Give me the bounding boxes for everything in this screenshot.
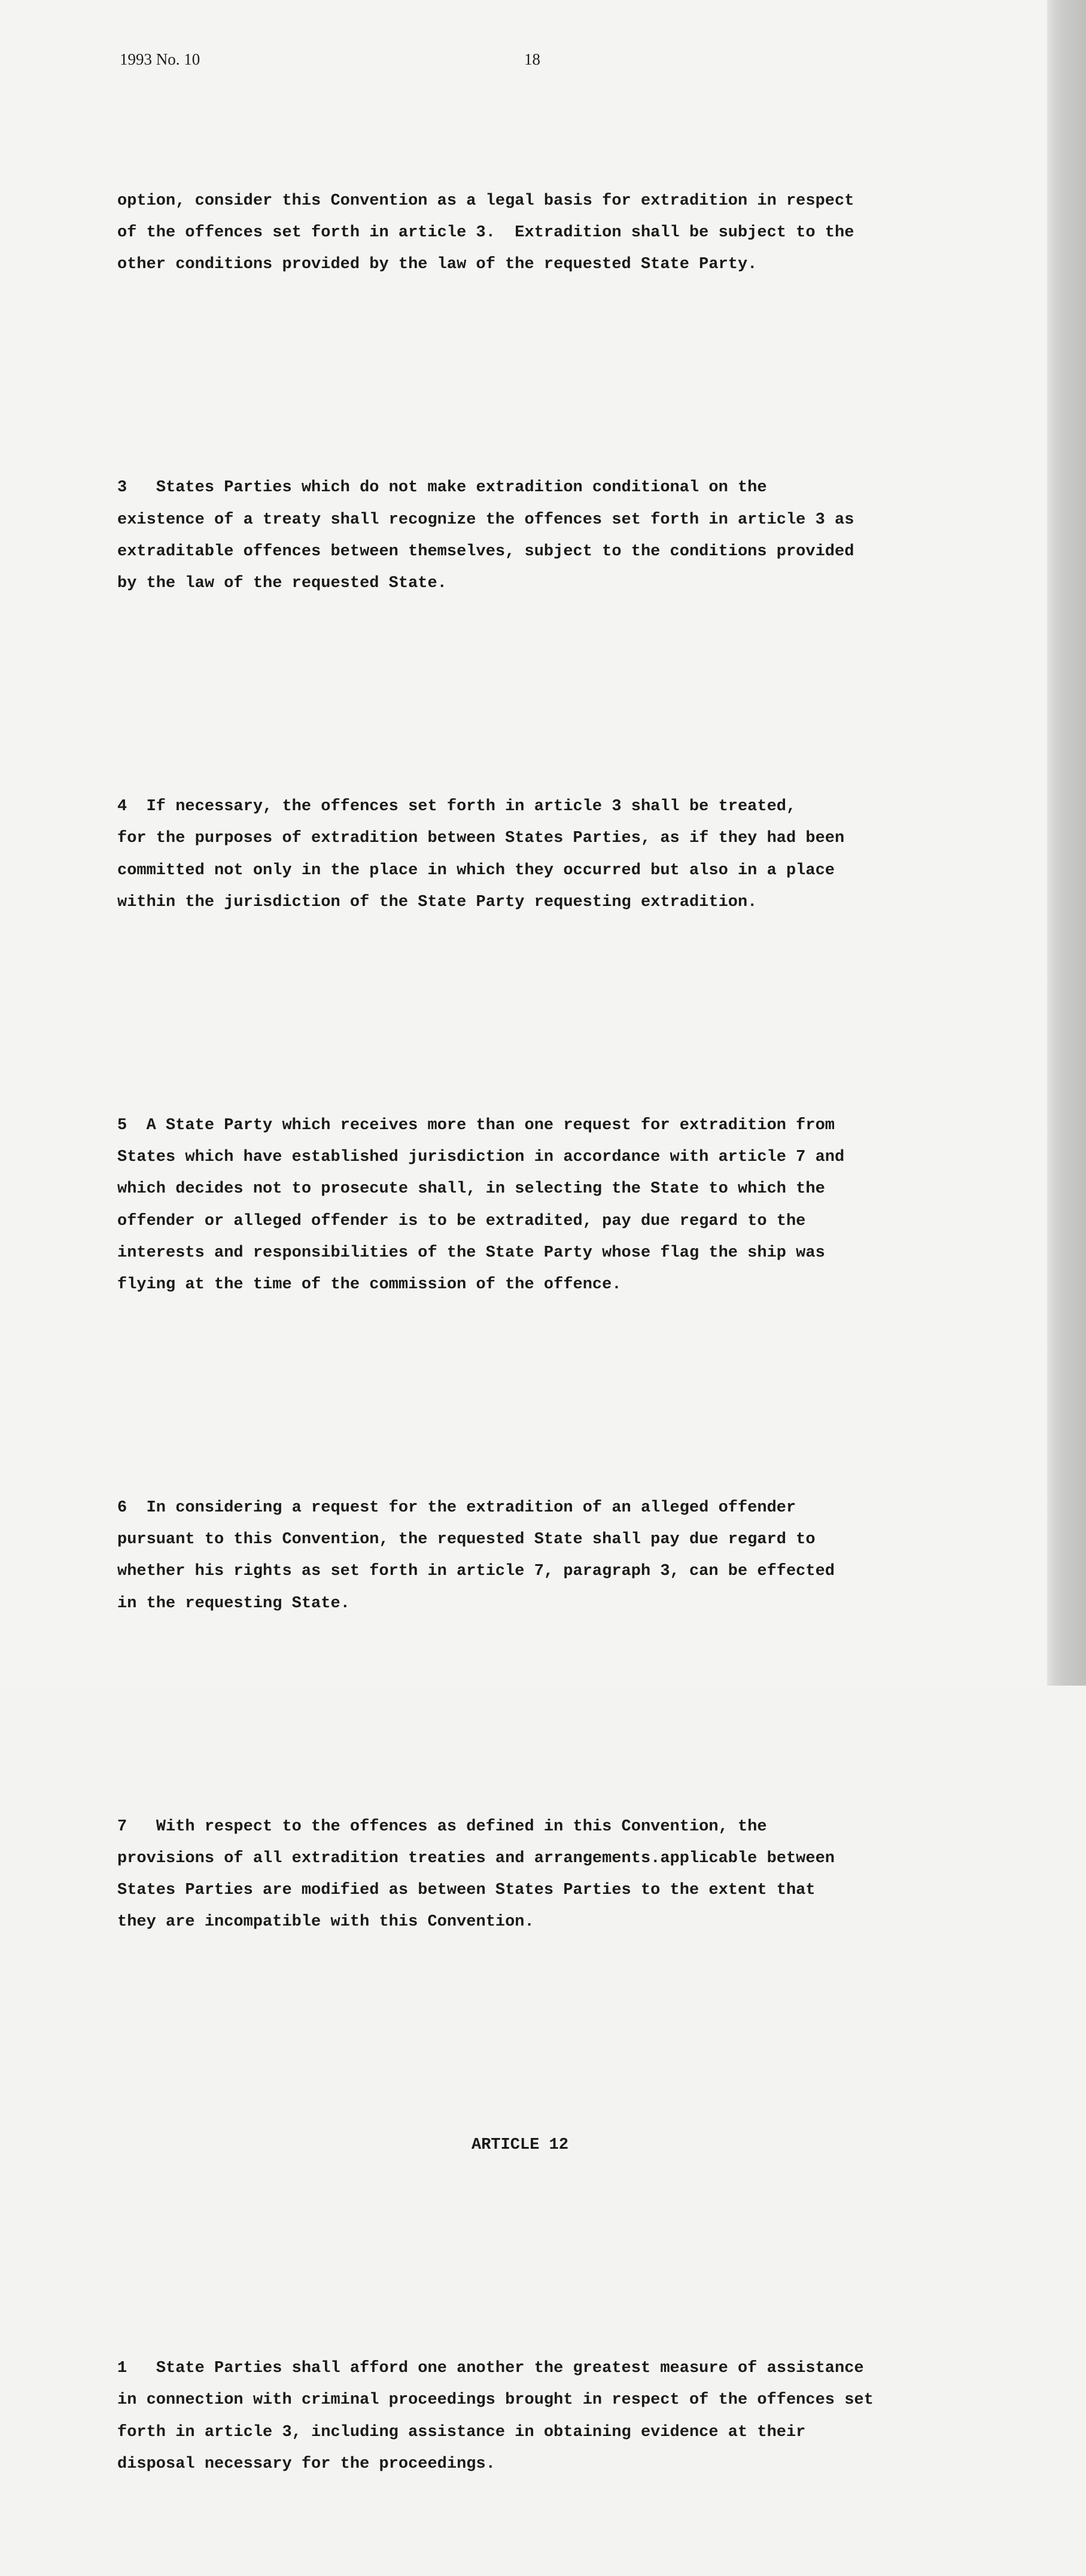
paragraph-line: of the offences set forth in article 3. Extradition shall be subject to the <box>117 224 854 242</box>
paragraph-line: With respect to the offences as defined in this Convention, the <box>156 1817 767 1836</box>
article-heading: ARTICLE 12 <box>471 2136 569 2155</box>
page-edge-shadow <box>1047 0 1086 1686</box>
paragraph-line: extraditable offences between themselves, subject to the conditions provided <box>117 542 854 561</box>
paragraph-line: A State Party which receives more than one request for extradition from <box>146 1116 835 1135</box>
paragraph-number: 7 <box>117 1817 127 1836</box>
paragraph-line: State Parties shall afford one another the greatest measure of assistance <box>156 2359 864 2377</box>
article-12-paragraph-1 <box>117 2353 955 2480</box>
paragraph-5 <box>117 1110 955 1301</box>
paragraph-line: in the requesting State. <box>117 1594 350 1613</box>
paragraph-line: existence of a treaty shall recognize the offences set forth in article 3 as <box>117 510 854 529</box>
paragraph-line: forth in article 3, including assistance in obtaining evidence at their <box>117 2423 806 2441</box>
paragraph-line: offender or alleged offender is to be extradited, pay due regard to the <box>117 1212 806 1230</box>
page-number: 18 <box>524 50 540 68</box>
paragraph-line: whether his rights as set forth in article 7, paragraph 3, can be effected <box>117 1562 835 1581</box>
paragraph-line: In considering a request for the extradition of an alleged offender <box>146 1498 796 1517</box>
paragraph-3 <box>117 472 955 600</box>
paragraph-line: they are incompatible with this Convention. <box>117 1913 534 1932</box>
paragraph-number: 4 <box>117 797 127 816</box>
paragraph-line: pursuant to this Convention, the requested State shall pay due regard to <box>117 1531 816 1549</box>
paragraph-line: States Parties are modified as between States Parties to the extent that <box>117 1881 816 1900</box>
paragraph-7 <box>117 1811 955 1939</box>
paragraph-line: option, consider this Convention as a legal basis for extradition in respect <box>117 191 854 210</box>
paragraph-line: committed not only in the place in which they occurred but also in a place <box>117 861 835 880</box>
paragraph-continued <box>117 185 955 281</box>
paragraph-number: 5 <box>117 1116 127 1135</box>
paragraph-line: in connection with criminal proceedings brought in respect of the offences set <box>117 2391 874 2410</box>
paragraph-line: If necessary, the offences set forth in article 3 shall be treated, <box>146 797 796 816</box>
paragraph-line: provisions of all extradition treaties and arrangements.applicable between <box>117 1849 835 1868</box>
paragraph-line: flying at the time of the commission of the offence. <box>117 1276 622 1294</box>
paragraph-line: other conditions provided by the law of the requested State Party. <box>117 256 758 274</box>
paragraph-number: 6 <box>117 1498 127 1517</box>
paragraph-line: which decides not to prosecute shall, in selecting the State to which the <box>117 1180 825 1199</box>
paragraph-line: by the law of the requested State. <box>117 574 447 593</box>
paragraph-line: within the jurisdiction of the State Party requesting extradition. <box>117 893 758 911</box>
paragraph-4 <box>117 791 955 919</box>
paragraph-line: disposal necessary for the proceedings. <box>117 2455 495 2473</box>
document-body <box>117 90 955 2576</box>
paragraph-line: for the purposes of extradition between States Parties, as if they had been <box>117 829 845 848</box>
paragraph-line: interests and responsibilities of the State Party whose flag the ship was <box>117 1243 825 1262</box>
paragraph-number: 3 <box>117 479 127 497</box>
paragraph-number: 1 <box>117 2359 127 2377</box>
paragraph-line: States which have established jurisdiction in accordance with article 7 and <box>117 1148 845 1166</box>
running-head-year: 1993 No. 10 <box>120 50 200 68</box>
paragraph-6 <box>117 1492 955 1620</box>
paragraph-line: States Parties which do not make extradition conditional on the <box>156 479 767 497</box>
